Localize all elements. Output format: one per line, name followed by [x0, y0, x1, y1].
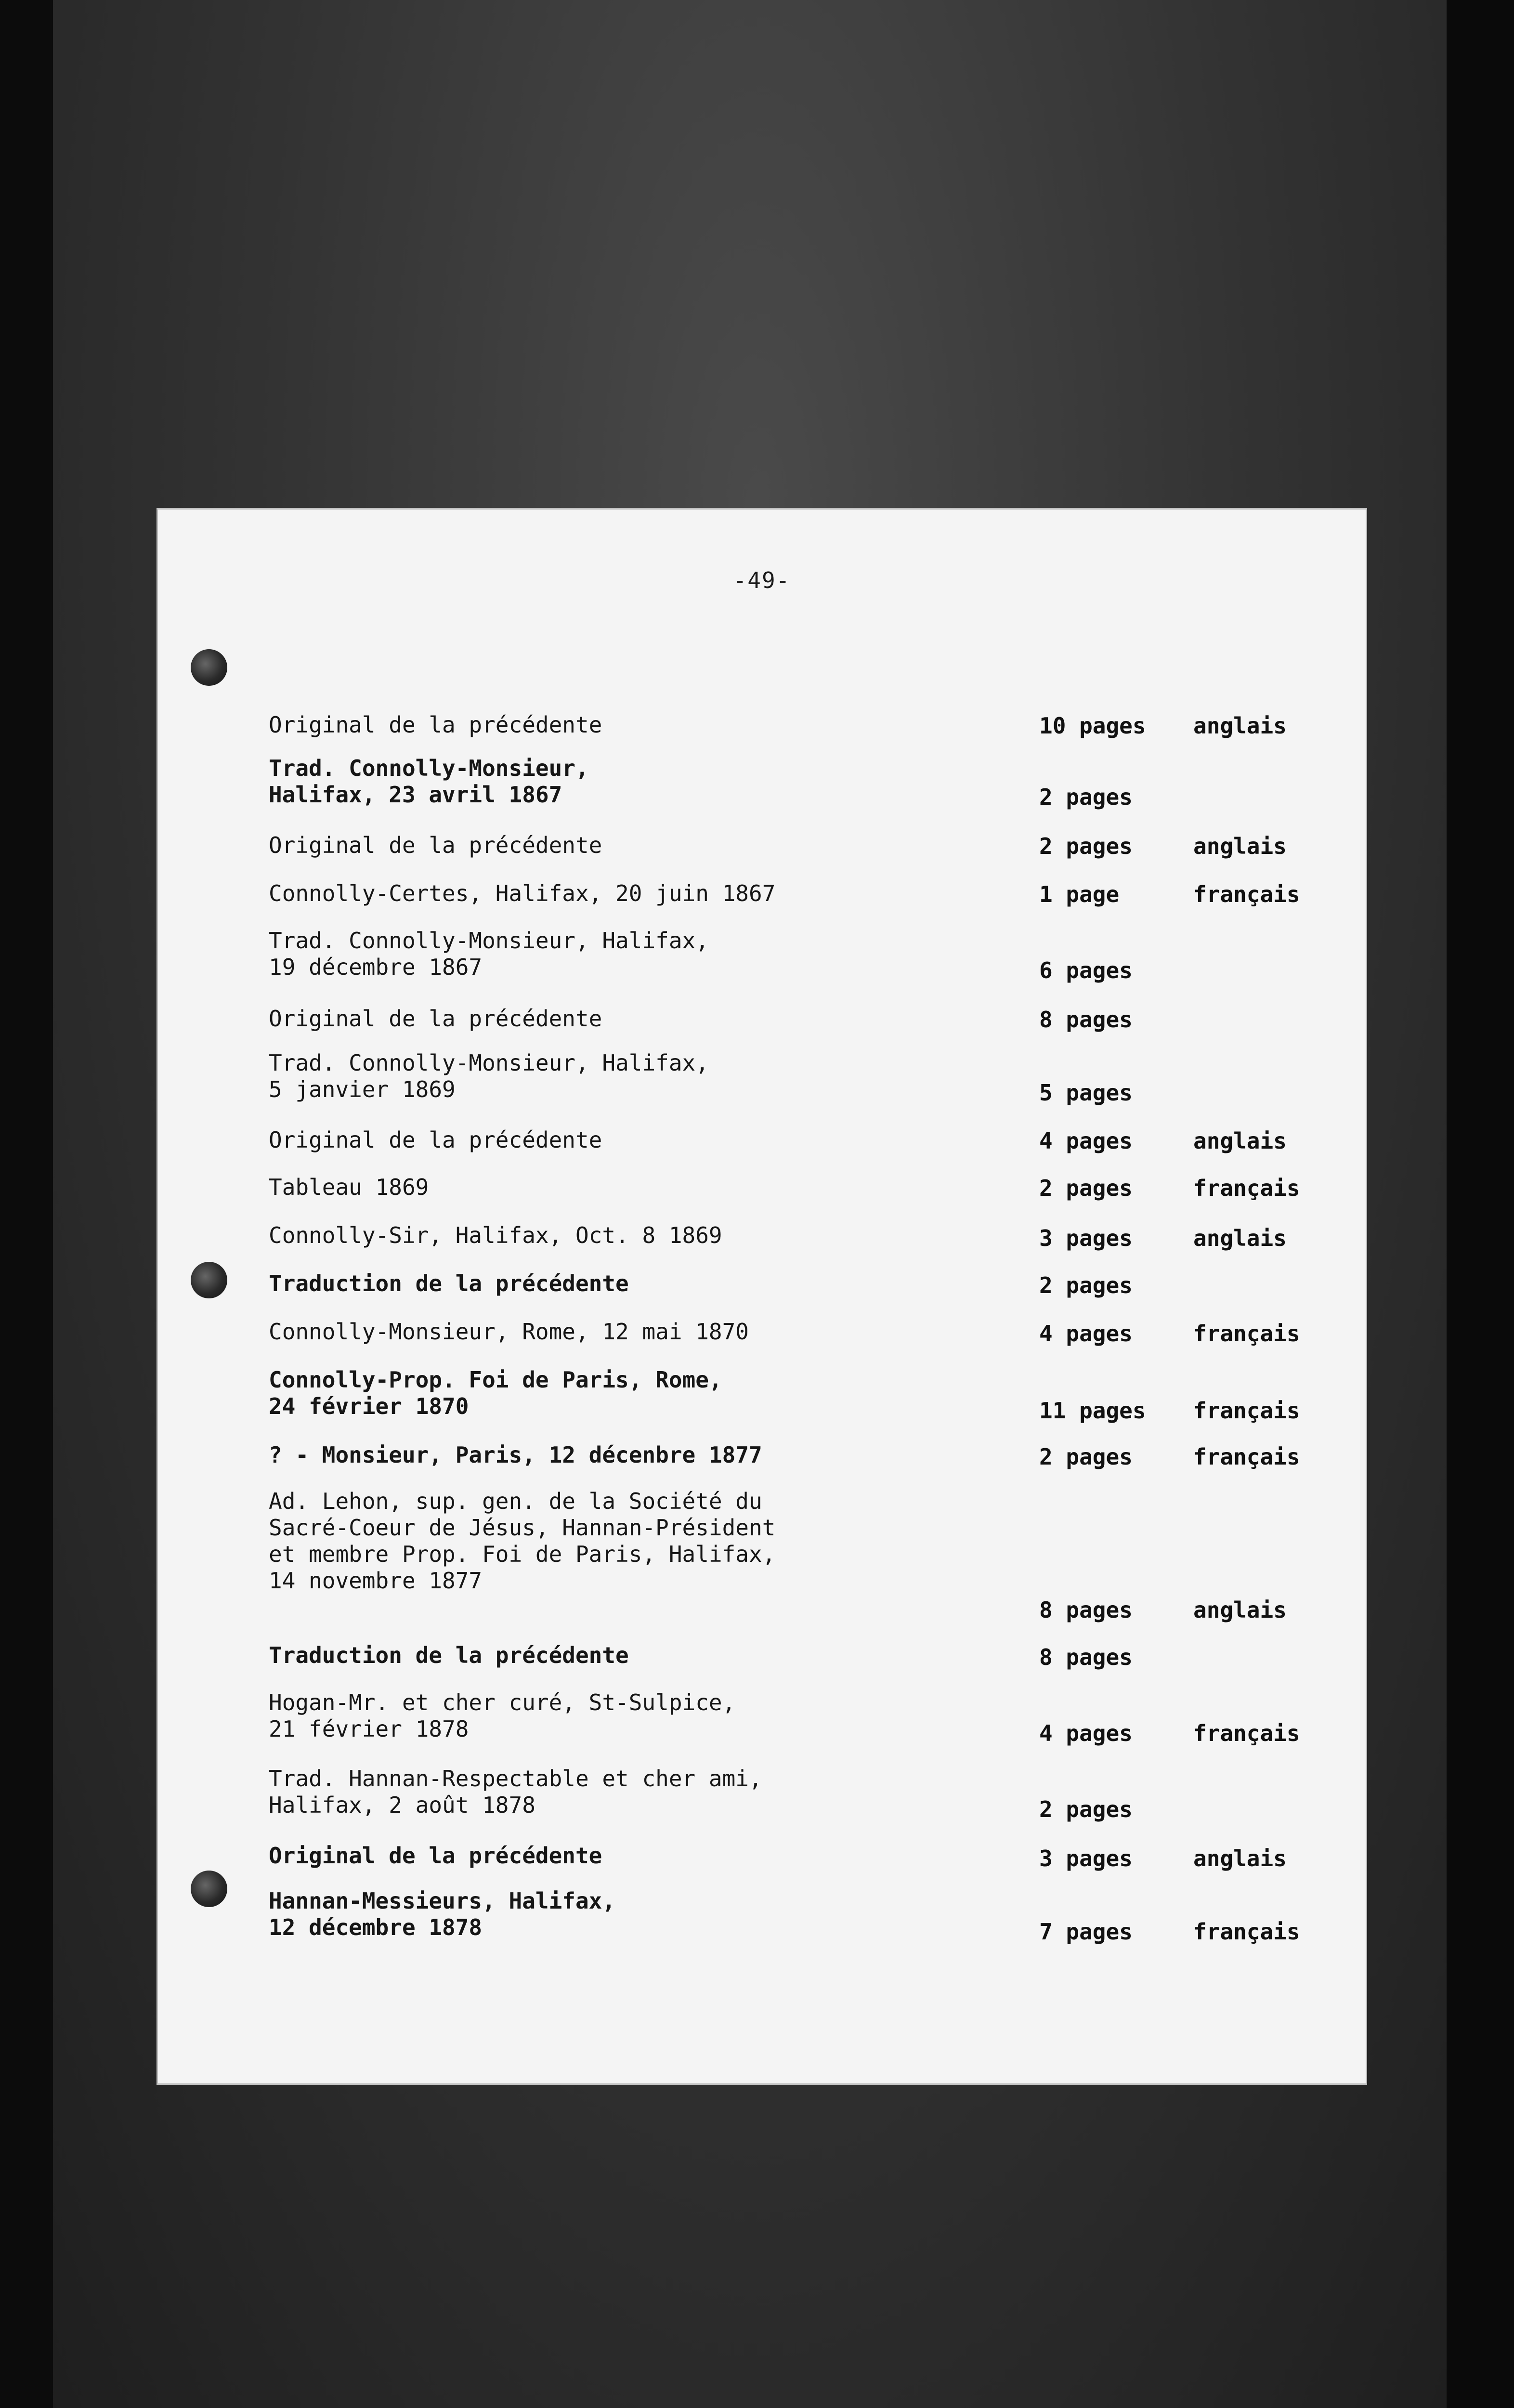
entry-language: anglais [1193, 833, 1287, 859]
entry-pages: 3 pages [1039, 1845, 1133, 1871]
entry-pages: 1 page [1039, 881, 1120, 907]
entry-pages: 7 pages [1039, 1919, 1133, 1945]
entry-description: Ad. Lehon, sup. gen. de la Société du Sacré-Coeur de Jésus, Hannan-Président et membre Prop. Foi de Paris, Halifax, 14 novembre 1877 [269, 1488, 776, 1594]
entry-description: Traduction de la précédente [269, 1642, 629, 1668]
entry-pages: 8 pages [1039, 1644, 1133, 1670]
entry-description: Original de la précédente [269, 832, 602, 858]
entry-pages: 10 pages [1039, 713, 1146, 739]
entry-description: Trad. Connolly-Monsieur, Halifax, 19 décembre 1867 [269, 928, 709, 980]
entry-language: français [1193, 1720, 1300, 1746]
entry-language: français [1193, 1444, 1300, 1470]
entry-pages: 4 pages [1039, 1321, 1133, 1347]
entry-pages: 2 pages [1039, 1444, 1133, 1470]
document-page [158, 510, 1366, 2083]
entry-description: Trad. Hannan-Respectable et cher ami, Halifax, 2 août 1878 [269, 1766, 762, 1818]
entry-description: Traduction de la précédente [269, 1270, 629, 1296]
entry-description: Hannan-Messieurs, Halifax, 12 décembre 1878 [269, 1888, 616, 1940]
entry-pages: 2 pages [1039, 1272, 1133, 1298]
entry-description: Connolly-Prop. Foi de Paris, Rome, 24 février 1870 [269, 1367, 722, 1419]
entry-description: Connolly-Certes, Halifax, 20 juin 1867 [269, 880, 776, 906]
entry-language: français [1193, 1175, 1300, 1201]
entry-description: Connolly-Monsieur, Rome, 12 mai 1870 [269, 1319, 749, 1345]
entry-description: Original de la précédente [269, 1006, 602, 1032]
entry-language: anglais [1193, 1845, 1287, 1871]
entry-pages: 2 pages [1039, 833, 1133, 859]
entry-pages: 11 pages [1039, 1398, 1146, 1424]
entry-pages: 4 pages [1039, 1128, 1133, 1154]
entry-language: anglais [1193, 1597, 1287, 1623]
entry-language: anglais [1193, 1225, 1287, 1251]
entry-description: Connolly-Sir, Halifax, Oct. 8 1869 [269, 1222, 722, 1248]
entry-pages: 2 pages [1039, 1796, 1133, 1822]
punch-hole-icon [191, 649, 227, 686]
entry-language: français [1193, 881, 1300, 907]
entry-pages: 8 pages [1039, 1007, 1133, 1033]
entry-pages: 8 pages [1039, 1597, 1133, 1623]
entry-description: Original de la précédente [269, 712, 602, 738]
entry-pages: 5 pages [1039, 1080, 1133, 1106]
entry-description: Tableau 1869 [269, 1174, 429, 1200]
film-edge-right [1447, 0, 1514, 2408]
film-edge-left [0, 0, 53, 2408]
entry-description: Trad. Connolly-Monsieur, Halifax, 5 janvier 1869 [269, 1050, 709, 1102]
entry-language: français [1193, 1919, 1300, 1945]
entry-pages: 2 pages [1039, 784, 1133, 810]
entry-language: anglais [1193, 1128, 1287, 1154]
entry-language: français [1193, 1321, 1300, 1347]
entry-description: ? - Monsieur, Paris, 12 décenbre 1877 [269, 1442, 762, 1468]
punch-hole-icon [191, 1262, 227, 1298]
entry-description: Hogan-Mr. et cher curé, St-Sulpice, 21 février 1878 [269, 1689, 736, 1742]
entry-pages: 4 pages [1039, 1720, 1133, 1746]
entry-language: français [1193, 1398, 1300, 1424]
entry-description: Original de la précédente [269, 1843, 602, 1869]
entry-language: anglais [1193, 713, 1287, 739]
punch-hole-icon [191, 1871, 227, 1907]
entry-pages: 3 pages [1039, 1225, 1133, 1251]
entry-description: Original de la précédente [269, 1127, 602, 1153]
entry-pages: 2 pages [1039, 1175, 1133, 1201]
entry-pages: 6 pages [1039, 957, 1133, 983]
entry-description: Trad. Connolly-Monsieur, Halifax, 23 avril 1867 [269, 755, 589, 808]
page-number: -49- [733, 567, 791, 593]
